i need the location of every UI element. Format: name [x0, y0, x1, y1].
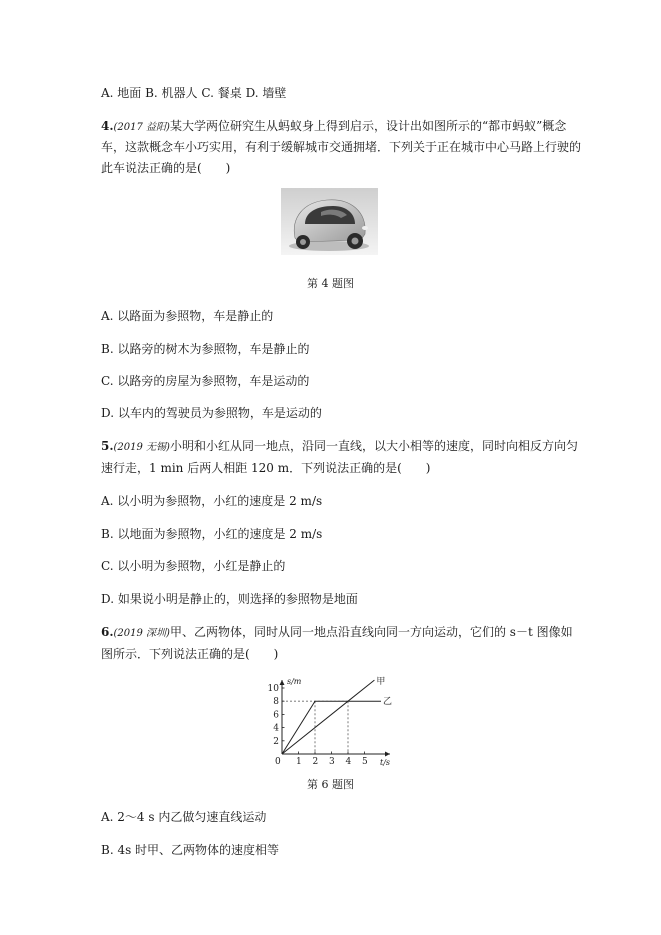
- y-axis-arrow: [280, 680, 285, 685]
- q5-option-c: C. 以小明为参照物，小红是静止的: [101, 559, 286, 573]
- q5-option-d: D. 如果说小明是静止的，则选择的参照物是地面: [101, 592, 358, 606]
- q6-caption: 第 6 题图: [307, 778, 354, 791]
- q4-caption: 第 4 题图: [307, 277, 354, 290]
- x-tick-label: 1: [296, 757, 302, 767]
- q5-option-a: A. 以小明为参照物，小红的速度是 2 m/s: [101, 494, 323, 508]
- q4-line2: 车，这款概念车小巧实用，有利于缓解城市交通拥堵．下列关于正在城市中心马路上行驶的: [101, 140, 582, 154]
- x-tick-label: 0: [275, 757, 281, 767]
- q4-option-a: A. 以路面为参照物，车是静止的: [101, 309, 274, 323]
- concept-car-image: [281, 188, 378, 255]
- q4-option-b: B. 以路旁的树木为参照物，车是静止的: [101, 342, 310, 356]
- y-axis-label: s/m: [287, 677, 302, 686]
- q6-text1: 甲、乙两物体，同时从同一地点沿直线向同一方向运动，它们的 s－t 图像如: [169, 625, 573, 639]
- series-line-2: [282, 701, 381, 754]
- q6-option-a: A. 2～4 s 内乙做匀速直线运动: [101, 810, 267, 824]
- series-label-2: 乙: [383, 697, 393, 708]
- q6-line1: [101, 624, 573, 642]
- y-tick-label: 2: [273, 736, 279, 747]
- x-axis-arrow: [385, 752, 390, 757]
- q5-number: 5.: [101, 439, 114, 453]
- q5-text1: 小明和小红从同一地点，沿同一直线，以大小相等的速度，同时向相反方向匀: [169, 439, 578, 453]
- q5-option-b: B. 以地面为参照物，小红的速度是 2 m/s: [101, 527, 323, 541]
- q4-line3: 此车说法正确的是( ): [101, 161, 231, 175]
- x-tick-label: 3: [329, 757, 335, 767]
- q6-option-b: B. 4s 时甲、乙两物体的速度相等: [101, 843, 280, 857]
- x-tick-label: 5: [362, 757, 368, 767]
- q6-number: 6.: [101, 625, 114, 639]
- q4-source: (2017 益阳): [113, 122, 170, 133]
- q4-option-d: D. 以车内的驾驶员为参照物，车是运动的: [101, 406, 322, 420]
- y-tick-label: 8: [273, 697, 279, 708]
- q5-source: (2019 无锡): [113, 442, 170, 453]
- x-tick-label: 2: [312, 757, 319, 767]
- series-label-1: 甲: [376, 677, 386, 688]
- series-line-1: [282, 680, 374, 754]
- q6-source: (2019 深圳): [113, 628, 170, 639]
- q6-line2: 图所示．下列说法正确的是( ): [101, 647, 279, 661]
- q3-options: A. 地面 B. 机器人 C. 餐桌 D. 墙壁: [101, 86, 287, 100]
- q4-line1: [101, 118, 566, 136]
- q5-line2: 速行走，1 min 后两人相距 120 m．下列说法正确的是( ): [101, 461, 431, 475]
- q5-line1: [101, 438, 578, 456]
- y-tick-label: 4: [273, 723, 279, 734]
- q4-option-c: C. 以路旁的房屋为参照物，车是运动的: [101, 374, 310, 388]
- q4-text1: 某大学两位研究生从蚂蚁身上得到启示，设计出如图所示的“都市蚂蚁”概念: [169, 119, 567, 133]
- q4-number: 4.: [101, 119, 114, 133]
- x-axis-label: t/s: [380, 758, 391, 767]
- y-tick-label: 6: [273, 710, 279, 721]
- s-t-graph: [262, 672, 402, 768]
- x-tick-label: 4: [345, 757, 352, 767]
- y-tick-label: 10: [267, 684, 279, 694]
